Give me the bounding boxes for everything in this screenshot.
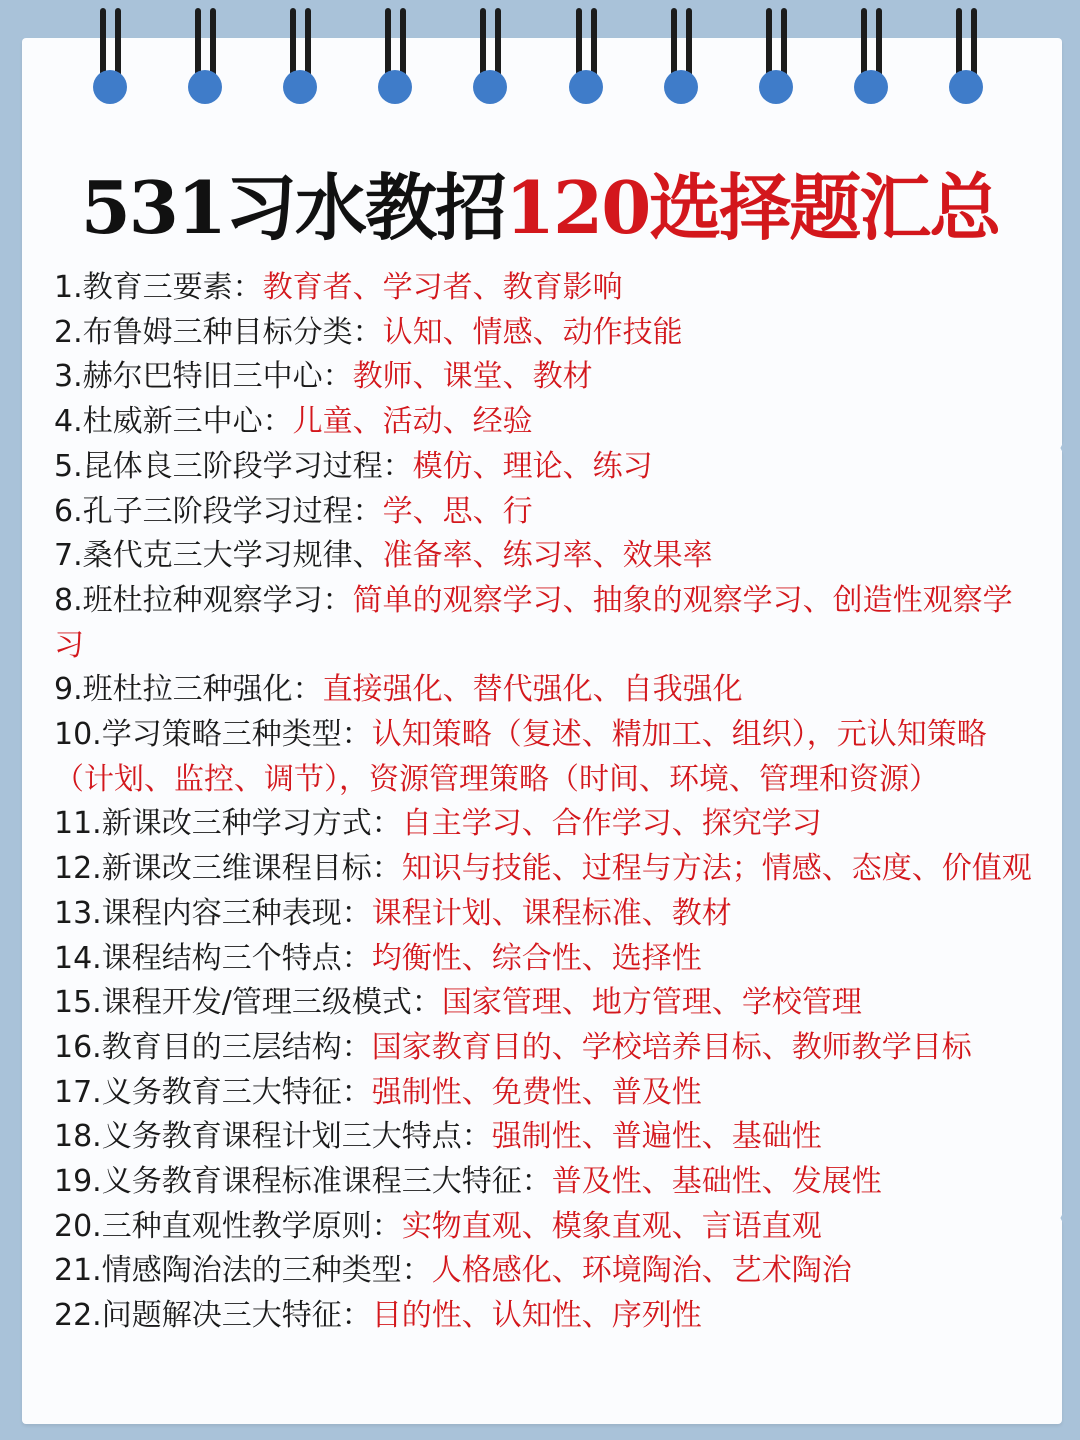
list-item <box>54 266 1034 311</box>
page-title <box>0 150 1080 254</box>
list-item <box>54 1026 1034 1071</box>
item-answer: 认知、情感、动作技能 <box>382 314 683 350</box>
item-answer: 简单的观察学习、抽象的观察学习、创造性观察学习 <box>54 582 1013 663</box>
list-item <box>54 1160 1034 1205</box>
item-answer: 国家管理、地方管理、学校管理 <box>441 985 862 1021</box>
list-item <box>54 1249 1034 1294</box>
item-answer: 实物直观、模象直观、言语直观 <box>401 1208 822 1244</box>
item-question: 20.三种直观性教学原则： <box>54 1208 402 1244</box>
list-item <box>54 981 1034 1026</box>
list-item <box>54 1115 1034 1160</box>
item-answer: 模仿、理论、练习 <box>412 448 653 484</box>
list-item <box>54 490 1034 535</box>
binder-ring-icon <box>286 0 316 105</box>
torn-edge <box>1050 418 1076 478</box>
list-item <box>54 892 1034 937</box>
item-question: 14.课程结构三个特点： <box>54 940 372 976</box>
item-question: 16.教育目的三层结构： <box>54 1029 372 1065</box>
item-question: 6.孔子三阶段学习过程： <box>54 493 383 529</box>
item-question: 7.桑代克三大学习规律、 <box>54 538 383 574</box>
item-question: 21.情感陶治法的三种类型： <box>54 1253 432 1289</box>
title-black-part: 531习水教招 <box>80 165 505 250</box>
binder-ring-icon <box>857 0 887 105</box>
list-item <box>54 534 1034 579</box>
item-answer: 强制性、免费性、普及性 <box>371 1074 702 1110</box>
item-question: 12.新课改三维课程目标： <box>54 851 402 887</box>
item-question: 10.学习策略三种类型： <box>54 717 372 753</box>
list-item <box>54 802 1034 847</box>
item-answer: 教师、课堂、教材 <box>352 359 593 395</box>
item-answer: 准备率、练习率、效果率 <box>382 538 713 574</box>
binder-ring-icon <box>476 0 506 105</box>
binder-ring-icon <box>191 0 221 105</box>
item-answer: 目的性、认知性、序列性 <box>371 1298 702 1334</box>
question-list <box>54 266 1034 1339</box>
item-answer: 儿童、活动、经验 <box>292 404 533 440</box>
binder-ring-icon <box>96 0 126 105</box>
item-answer: 知识与技能、过程与方法；情感、态度、价值观 <box>401 851 1032 887</box>
item-answer: 课程计划、课程标准、教材 <box>371 895 732 931</box>
item-question: 19.义务教育课程标准课程三大特征： <box>54 1164 552 1200</box>
item-question: 13.课程内容三种表现： <box>54 895 372 931</box>
item-question: 2.布鲁姆三种目标分类： <box>54 314 383 350</box>
list-item <box>54 355 1034 400</box>
item-answer: 直接强化、替代强化、自我强化 <box>322 672 743 708</box>
item-question: 3.赫尔巴特旧三中心： <box>54 359 353 395</box>
item-question: 11.新课改三种学习方式： <box>54 806 402 842</box>
title-red-part: 120选择题汇总 <box>505 165 1000 250</box>
list-item <box>54 311 1034 356</box>
item-question: 22.问题解决三大特征： <box>54 1298 372 1334</box>
item-question: 4.杜威新三中心： <box>54 404 293 440</box>
item-question: 18.义务教育课程计划三大特点： <box>54 1119 492 1155</box>
item-question: 8.班杜拉种观察学习： <box>54 582 353 618</box>
torn-edge <box>1050 1188 1076 1248</box>
binder-ring-icon <box>381 0 411 105</box>
item-question: 9.班杜拉三种强化： <box>54 672 323 708</box>
binder-rings <box>0 0 1080 110</box>
item-answer: 认知策略（复述、精加工、组织），元认知策略（计划、监控、调节），资源管理策略（时间、环境、管理和资源） <box>54 717 987 797</box>
list-item <box>54 1205 1034 1250</box>
list-item <box>54 579 1034 668</box>
item-answer: 自主学习、合作学习、探究学习 <box>401 806 822 842</box>
binder-ring-icon <box>572 0 602 105</box>
item-answer: 国家教育目的、学校培养目标、教师教学目标 <box>371 1029 972 1065</box>
item-question: 5.昆体良三阶段学习过程： <box>54 448 413 484</box>
list-item <box>54 445 1034 490</box>
item-answer: 人格感化、环境陶治、艺术陶治 <box>431 1253 852 1289</box>
list-item <box>54 937 1034 982</box>
binder-ring-icon <box>762 0 792 105</box>
item-question: 17.义务教育三大特征： <box>54 1074 372 1110</box>
item-question: 1.教育三要素： <box>54 270 263 305</box>
list-item <box>54 1071 1034 1116</box>
item-question: 15.课程开发/管理三级模式： <box>54 985 442 1021</box>
item-answer: 普及性、基础性、发展性 <box>551 1164 882 1200</box>
binder-ring-icon <box>952 0 982 105</box>
item-answer: 强制性、普遍性、基础性 <box>491 1119 822 1155</box>
item-answer: 教育者、学习者、教育影响 <box>262 270 623 305</box>
binder-ring-icon <box>667 0 697 105</box>
list-item <box>54 713 1034 802</box>
list-item <box>54 847 1034 892</box>
list-item <box>54 668 1034 713</box>
item-answer: 学、思、行 <box>382 493 533 529</box>
list-item <box>54 400 1034 445</box>
item-answer: 均衡性、综合性、选择性 <box>371 940 702 976</box>
list-item <box>54 1294 1034 1339</box>
